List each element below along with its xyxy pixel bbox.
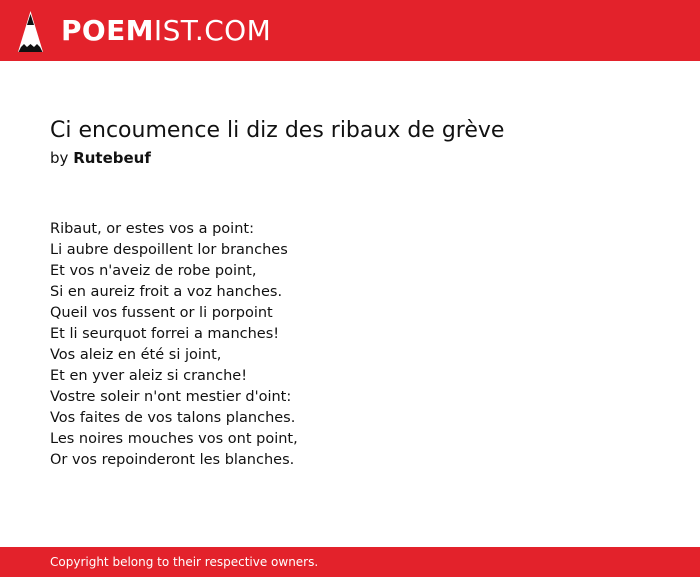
poem-line: Ribaut, or estes vos a point: [50,221,254,237]
poem-line: Vos aleiz en été si joint, [50,347,222,363]
site-header [0,0,700,61]
poem-line: Vos faites de vos talons planches. [50,410,296,426]
site-logo-link[interactable] [18,10,271,52]
poem-line: Li aubre despoillent lor branches [50,242,288,258]
site-logo-text [61,16,271,46]
by-label: by [50,149,69,167]
author-link[interactable]: Rutebeuf [73,149,151,167]
poem-line: Vostre soleir n'ont mestier d'oint: [50,389,292,405]
byline [50,147,650,169]
poem-line: Et en yver aleiz si cranche! [50,368,248,384]
poem-line: Si en aureiz froit a voz hanches. [50,284,283,300]
poem-text [50,219,650,471]
poem-content [50,116,650,471]
logo-text-light: IST.COM [153,14,272,47]
logo-text-bold: POEM [61,14,154,47]
poem-line: Et li seurquot forrei a manches! [50,326,280,342]
poem-line: Et vos n'aveiz de robe point, [50,263,257,279]
poem-line: Queil vos fussent or li porpoint [50,305,273,321]
poem-line: Les noires mouches vos ont point, [50,431,298,447]
poem-line: Or vos repoinderont les blanches. [50,452,295,468]
poem-title: Ci encoumence li diz des ribaux de grève [50,118,505,143]
pencil-tip-icon [18,11,43,52]
site-footer [0,547,700,577]
copyright-text: Copyright belong to their respective owners. [50,555,319,569]
